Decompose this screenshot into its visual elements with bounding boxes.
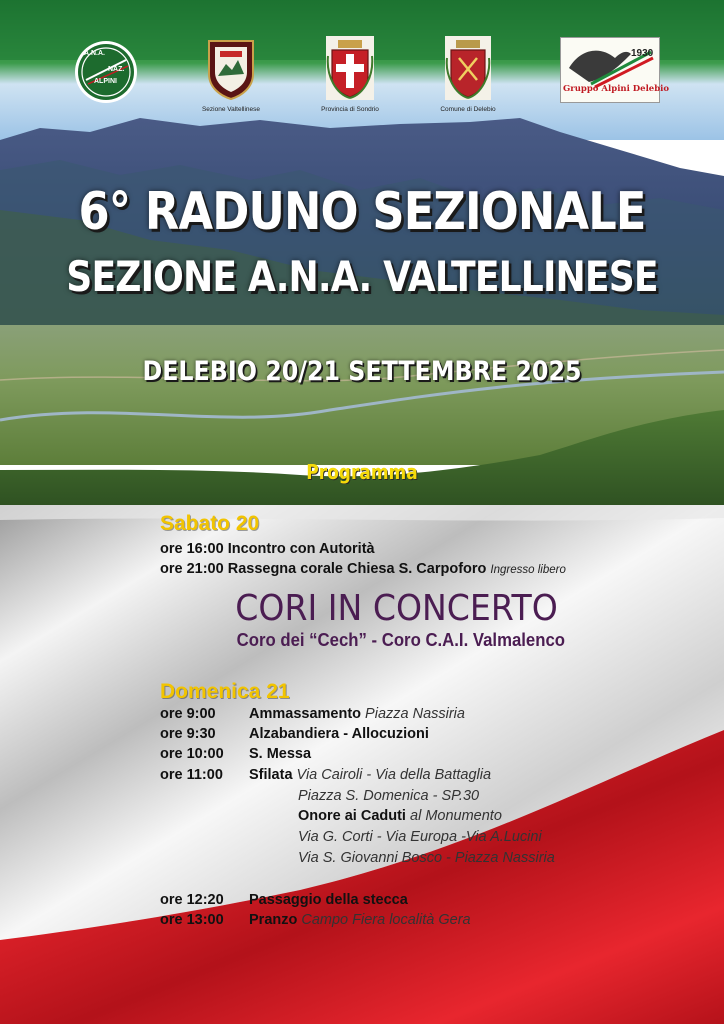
domenica-row-3-bold: S. Messa [249, 746, 312, 762]
gruppo-logo-year: 1930 [631, 48, 654, 59]
domenica-row-5 [160, 892, 408, 908]
domenica-row-4e [298, 850, 555, 866]
domenica-row-4c-bold: Onore ai Caduti [298, 808, 406, 824]
domenica-row-4e-it: Via S. Giovanni Bosco - Piazza Nassiria [298, 850, 555, 866]
domenica-row-4d [298, 829, 542, 845]
domenica-heading: Domenica 21 [160, 680, 290, 703]
domenica-row-4-it: Via Cairoli - Via della Battaglia [296, 767, 492, 783]
domenica-row-1-time: ore 9:00 [160, 706, 216, 722]
sabato-row-1-text: Incontro con Autorità [227, 541, 375, 557]
domenica-row-5-bold: Passaggio della stecca [249, 892, 408, 908]
ana-logo-top: A.N.A. [84, 50, 105, 57]
domenica-row-6-time: ore 13:00 [160, 912, 224, 928]
title-line-2: SEZIONE A.N.A. VALTELLINESE [66, 252, 658, 301]
domenica-row-4d-it: Via G. Corti - Via Europa -Via A.Lucini [298, 829, 542, 845]
sabato-row-2-note: Ingresso libero [490, 564, 566, 576]
domenica-row-4b-it: Piazza S. Domenica - SP.30 [298, 788, 480, 804]
title-line-1: 6° RADUNO SEZIONALE [78, 182, 646, 242]
domenica-row-3 [160, 746, 311, 762]
programma-heading: Programma [306, 460, 418, 484]
sabato-row-2-time: ore 21:00 [160, 561, 224, 577]
comune-logo [445, 36, 491, 100]
domenica-row-4b [298, 788, 479, 804]
sezione-logo-label: Sezione Valtellinese [201, 106, 261, 113]
domenica-row-1 [160, 706, 465, 722]
concert-title: CORI IN CONCERTO [235, 588, 558, 629]
sezione-logo [206, 38, 256, 100]
ana-logo-small: NAZ. [108, 66, 125, 73]
sabato-row-2-text: Rassegna corale Chiesa S. Carpoforo [227, 561, 487, 577]
domenica-row-3-time: ore 10:00 [160, 746, 224, 762]
domenica-row-1-it: Piazza Nassiria [365, 706, 465, 722]
ana-logo [74, 40, 138, 104]
domenica-row-5-time: ore 12:20 [160, 892, 224, 908]
sabato-row-1-time: ore 16:00 [160, 541, 224, 557]
domenica-row-1-bold: Ammassamento [249, 706, 362, 722]
gruppo-logo-name: Gruppo Alpini Delebio [563, 84, 670, 94]
domenica-row-6-it: Campo Fiera località Gera [301, 912, 471, 928]
domenica-row-4-bold: Sfilata [249, 767, 293, 783]
provincia-logo [326, 36, 374, 100]
gruppo-logo [560, 37, 670, 103]
sabato-row-1 [160, 541, 375, 557]
domenica-row-6 [160, 912, 471, 928]
comune-logo-label: Comune di Delebio [440, 106, 496, 113]
event-date: DELEBIO 20/21 SETTEMBRE 2025 [142, 356, 582, 387]
domenica-row-4c [298, 808, 502, 824]
concert-choirs: Coro dei “Cech” - Coro C.A.I. Valmalenco [236, 630, 566, 650]
sabato-row-2 [160, 561, 566, 577]
domenica-row-2-bold: Alzabandiera - Allocuzioni [249, 726, 429, 742]
domenica-row-4c-it: al Monumento [410, 808, 502, 824]
domenica-row-4-time: ore 11:00 [160, 767, 223, 783]
ana-logo-bottom: ALPINI [94, 78, 117, 85]
sabato-heading: Sabato 20 [160, 512, 260, 535]
domenica-row-4 [160, 767, 491, 783]
domenica-row-2-time: ore 9:30 [160, 726, 216, 742]
domenica-row-6-bold: Pranzo [249, 912, 298, 928]
domenica-row-2 [160, 726, 429, 742]
provincia-logo-label: Provincia di Sondrio [321, 106, 379, 113]
